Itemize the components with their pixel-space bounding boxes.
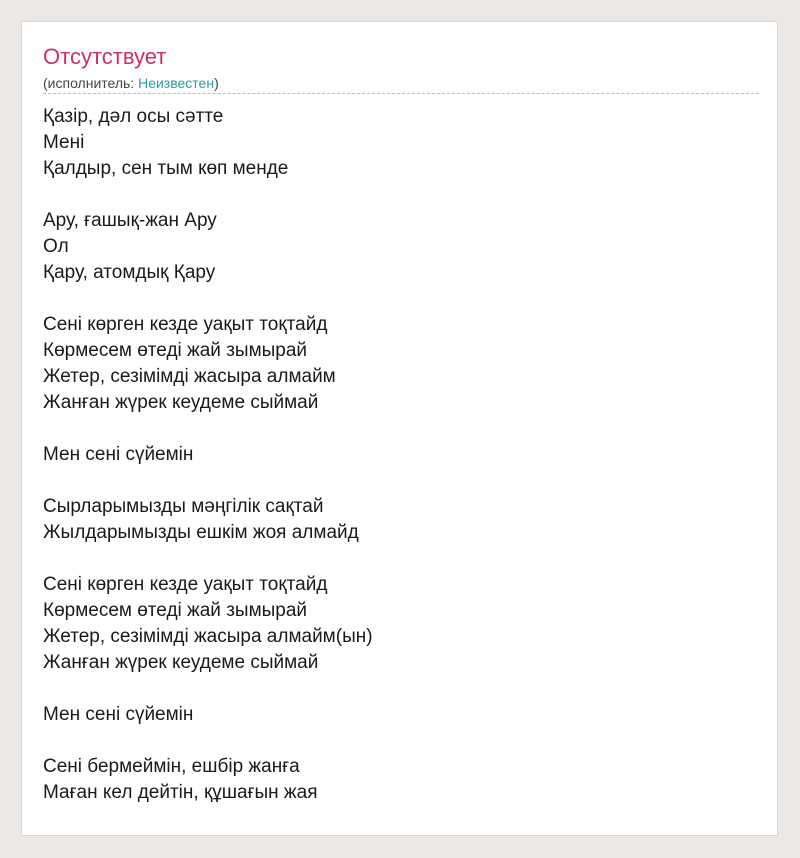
lyric-line: Жанған жүрек кеудеме сыймай [43, 392, 319, 413]
stanza-gap [43, 468, 373, 494]
lyric-line: Маған кел дейтін, құшағын жая [43, 782, 318, 803]
lyric-line: Сені көрген кезде уақыт тоқтайд [43, 574, 328, 595]
lyric-line: Мені [43, 132, 85, 153]
lyric-line: Сені көрген кезде уақыт тоқтайд [43, 314, 328, 335]
lyric-line: Мен сені сүйемін [43, 444, 194, 465]
lyric-line: Қару, атомдық Қару [43, 262, 216, 283]
lyric-line: Сырларымызды мәңгілік сақтай [43, 496, 324, 517]
title-divider [43, 93, 759, 94]
lyric-line: Қалдыр, сен тым көп менде [43, 158, 289, 179]
stanza-gap [43, 728, 373, 754]
stanza-gap [43, 416, 373, 442]
stanza-gap [43, 546, 373, 572]
lyric-line: Қазір, дәл осы сәтте [43, 106, 224, 127]
stanza-gap [43, 182, 373, 208]
artist-prefix: (исполнитель: [43, 75, 139, 91]
lyric-line: Ару, ғашық-жан Ару [43, 210, 217, 231]
lyric-line: Сені бермеймін, ешбір жанға [43, 756, 300, 777]
lyrics-card [21, 21, 778, 836]
lyric-line: Жетер, сезімімді жасыра алмайм [43, 366, 336, 387]
lyrics-body [43, 104, 373, 806]
lyric-line: Мен сені сүйемін [43, 704, 194, 725]
stanza-gap [43, 286, 373, 312]
lyric-line: Ол [43, 236, 69, 257]
artist-suffix: ) [214, 75, 219, 91]
stanza-gap [43, 676, 373, 702]
lyric-line: Жанған жүрек кеудеме сыймай [43, 652, 319, 673]
lyric-line: Жылдарымызды ешкім жоя алмайд [43, 522, 359, 543]
artist-line [43, 73, 219, 93]
song-title: Отсутствует [43, 44, 167, 69]
lyric-line: Көрмесем өтеді жай зымырай [43, 340, 308, 361]
lyric-line: Жетер, сезімімді жасыра алмайм(ын) [43, 626, 373, 647]
lyric-line: Көрмесем өтеді жай зымырай [43, 600, 308, 621]
artist-link[interactable]: Неизвестен [138, 75, 215, 91]
